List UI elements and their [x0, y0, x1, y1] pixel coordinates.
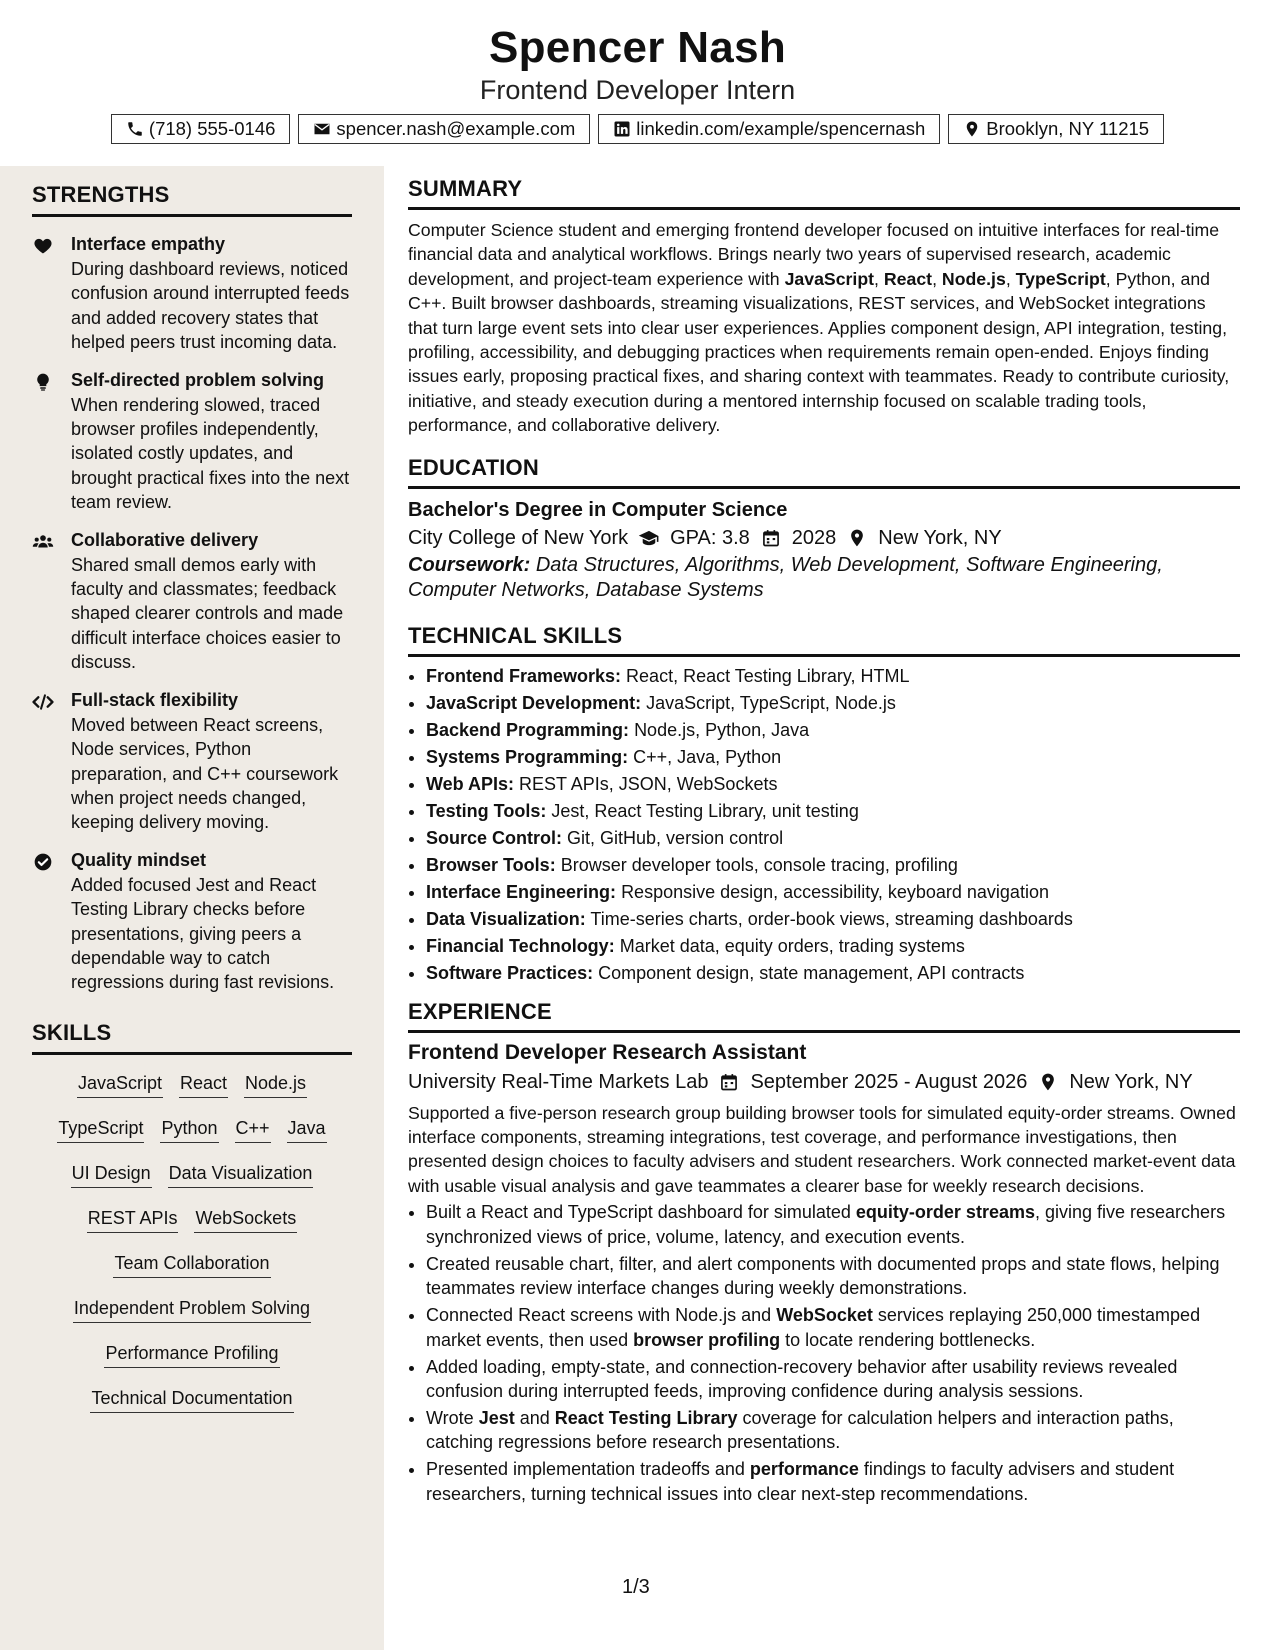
strength-body: When rendering slowed, traced browser profiles independently, isolated costly updates, and brought practical fixes into the next team review.: [71, 394, 350, 513]
strength-body: Added focused Jest and React Testing Library checks before presentations, giving peers a dependable way to catch regressions during fast revisions.: [71, 874, 335, 993]
location-contact: [948, 114, 1164, 144]
summary-text: Computer Science student and emerging frontend developer focused on intuitive interfaces for real-time financial data and analytical workflows. Brings nearly two years of supervised research, academic development, and project-team experience with JavaScript, React, Node.js, TypeScript, Python, and C++. Built browser dashboards, streaming visualizations, REST services, and WebSocket integrations that turn large event sets into clear user experiences. Applies component design, API integration, testing, profiling, accessibility, and debugging practices when requirements remain open-ended. Enjoys finding issues early, proposing practical fixes, and sharing context with teammates. Ready to contribute curiosity, initiative, and steady execution during a mentored internship focused on scalable trading tools, performance, and collaborative delivery.: [408, 220, 1230, 436]
skill-row: [32, 1204, 352, 1249]
job-meta: [408, 1067, 1240, 1097]
list-item: [426, 825, 1240, 852]
experience-heading: EXPERIENCE: [408, 999, 1240, 1033]
skill-value: React, React Testing Library, HTML: [626, 665, 910, 686]
list-item: [426, 1457, 1240, 1506]
bullet-text: Created reusable chart, filter, and alert components with documented props and state flows, helping teammates review interface changes during weekly demonstrations.: [426, 1253, 1220, 1299]
skill-tag: Performance Profiling: [104, 1339, 279, 1368]
strength-body: Shared small demos early with faculty and classmates; feedback shaped clearer controls and made difficult interface choices easier to discuss.: [71, 554, 344, 673]
summary-bold: Node.js: [941, 268, 1006, 289]
contact-bar: [0, 114, 1275, 144]
bullet-text: , giving five researchers synchronized views of price, volume, latency, and execution events.: [426, 1202, 1226, 1247]
coursework-label: Coursework:: [408, 553, 531, 576]
skill-tag: Java: [287, 1114, 327, 1143]
calendar-icon: [718, 1072, 740, 1092]
strength-title: Quality mindset: [71, 849, 207, 870]
bullet-text: Presented implementation tradeoffs and: [426, 1459, 750, 1480]
bullet-bold: Jest: [478, 1407, 515, 1428]
linkedin-contact[interactable]: [598, 114, 940, 144]
bullet-bold: equity-order streams: [855, 1202, 1035, 1223]
summary-part: Computer Science student and emerging frontend developer focused on intuitive interfaces for real-time financial data and analytical workflows. Brings nearly two years of supervised research, academic development, and project-team experience with: [408, 220, 1220, 289]
strength-item: [32, 527, 352, 675]
skill-value: Git, GitHub, version control: [567, 827, 784, 848]
org-name: University Real-Time Markets Lab: [408, 1070, 709, 1093]
bullet-text: and: [514, 1407, 555, 1428]
calendar-icon: [760, 528, 782, 548]
skill-label: Financial Technology:: [426, 935, 615, 956]
skill-label: Web APIs:: [426, 773, 515, 794]
skill-value: REST APIs, JSON, WebSockets: [519, 773, 778, 794]
strengths-heading: STRENGTHS: [32, 182, 352, 217]
map-pin-icon: [1037, 1072, 1059, 1092]
bullet-text: Connected React screens with Node.js and: [426, 1305, 777, 1326]
skill-value: Browser developer tools, console tracing, profiling: [560, 854, 958, 875]
strength-title: Self-directed problem solving: [71, 369, 325, 390]
skills-heading: SKILLS: [32, 1020, 352, 1055]
skill-tag-list: [32, 1069, 352, 1429]
list-item: [426, 852, 1240, 879]
check-circle-icon: [32, 852, 54, 872]
main-column: [408, 176, 1240, 1509]
bullet-bold: React Testing Library: [554, 1407, 738, 1428]
users-icon: [32, 532, 54, 552]
strength-item: [32, 367, 352, 515]
skill-tag: WebSockets: [194, 1204, 297, 1233]
skill-tag: Team Collaboration: [113, 1249, 270, 1278]
resume-header: [0, 0, 1275, 144]
skill-tag: Technical Documentation: [90, 1384, 293, 1413]
skill-tag: C++: [235, 1114, 271, 1143]
email-text: spencer.nash@example.com: [336, 118, 576, 139]
bullet-text: Wrote: [426, 1407, 479, 1428]
skill-value: Jest, React Testing Library, unit testing: [551, 800, 859, 821]
skill-row: [32, 1339, 352, 1384]
gpa-text: GPA: 3.8: [670, 526, 750, 549]
strength-body: Moved between React screens, Node services, Python preparation, and C++ coursework when project needs changed, keeping delivery moving.: [71, 714, 339, 833]
bullet-text: coverage for calculation helpers and interaction paths, catching regressions before research presentations.: [426, 1407, 1174, 1453]
summary-part: , Python, and C++. Built browser dashboards, streaming visualizations, REST services, and WebSocket integrations that turn large event sets into clear user experiences. Applies component design, API integration, testing, profiling, accessibility, and debugging practices when requirements remain open-ended. Enjoys finding issues early, proposing practical fixes, and sharing context with teammates. Ready to contribute curiosity, initiative, and steady execution during a mentored internship focused on scalable trading tools, performance, and collaborative delivery.: [408, 268, 1230, 436]
sidebar: [0, 166, 384, 1650]
candidate-title: Frontend Developer Intern: [479, 75, 796, 105]
skill-label: Testing Tools:: [426, 800, 547, 821]
strength-item: [32, 847, 352, 995]
skill-value: Market data, equity orders, trading systems: [619, 935, 965, 956]
job-location: New York, NY: [1069, 1070, 1193, 1093]
list-item: [426, 1355, 1240, 1404]
lightbulb-icon: [32, 372, 54, 392]
phone-contact[interactable]: [111, 114, 291, 144]
list-item: [426, 906, 1240, 933]
skill-row: [32, 1384, 352, 1429]
bullet-bold: performance: [749, 1459, 859, 1480]
job-title: Frontend Developer Research Assistant: [408, 1040, 807, 1064]
skill-label: Data Visualization:: [426, 908, 586, 929]
list-item: [426, 1252, 1240, 1301]
skill-label: Frontend Frameworks:: [426, 665, 622, 686]
list-item: [426, 933, 1240, 960]
email-contact[interactable]: [298, 114, 590, 144]
candidate-name: Spencer Nash: [488, 23, 787, 72]
education-heading: EDUCATION: [408, 455, 1240, 489]
list-item: [426, 690, 1240, 717]
envelope-icon: [313, 120, 331, 138]
graduation-cap-icon: [638, 528, 660, 548]
skill-value: Node.js, Python, Java: [634, 719, 810, 740]
education-meta: [408, 523, 1240, 553]
skill-label: Backend Programming:: [426, 719, 630, 740]
location-text: Brooklyn, NY 11215: [986, 118, 1150, 139]
summary-heading: SUMMARY: [408, 176, 1240, 210]
skill-label: Source Control:: [426, 827, 563, 848]
bullet-bold: WebSocket: [776, 1305, 873, 1326]
list-item: [426, 717, 1240, 744]
list-item: [426, 1406, 1240, 1455]
skill-row: [32, 1159, 352, 1204]
coursework: [408, 553, 1240, 603]
bullet-bold: browser profiling: [633, 1329, 781, 1350]
list-item: [426, 960, 1240, 987]
degree-title: Bachelor's Degree in Computer Science: [408, 498, 788, 521]
skill-tag: Python: [160, 1114, 218, 1143]
bullet-text: findings to faculty advisers and student researchers, turning technical issues into clear next-step recommendations.: [426, 1459, 1175, 1504]
skill-tag: Data Visualization: [168, 1159, 314, 1188]
page-number: 1/3: [622, 1576, 650, 1598]
skill-label: JavaScript Development:: [426, 692, 642, 713]
skill-row: [32, 1294, 352, 1339]
map-pin-icon: [963, 120, 981, 138]
list-item: [426, 744, 1240, 771]
list-item: [426, 879, 1240, 906]
skill-value: JavaScript, TypeScript, Node.js: [646, 692, 896, 713]
skill-label: Browser Tools:: [426, 854, 556, 875]
list-item: [426, 663, 1240, 690]
linkedin-icon: [613, 120, 631, 138]
school-name: City College of New York: [408, 526, 629, 549]
skill-tag: UI Design: [71, 1159, 152, 1188]
job-dates: September 2025 - August 2026: [750, 1070, 1028, 1093]
skill-value: Responsive design, accessibility, keyboard navigation: [621, 881, 1049, 902]
coursework-list: Data Structures, Algorithms, Web Development, Software Engineering, Computer Networks, Database Systems: [408, 553, 1163, 601]
job-description: Supported a five-person research group building browser tools for simulated equity-order streams. Owned interface components, streaming integrations, test coverage, and performance investigations, then presented design choices to faculty advisers and student researchers. Work connected market-event data with usable visual analysis and gave teammates a clearer base for weekly research decisions.: [408, 1102, 1236, 1196]
bullet-text: to locate rendering bottlenecks.: [780, 1329, 1036, 1350]
list-item: [426, 798, 1240, 825]
strength-title: Collaborative delivery: [71, 529, 259, 550]
linkedin-text: linkedin.com/example/spencernash: [636, 118, 926, 139]
skill-tag: Independent Problem Solving: [73, 1294, 311, 1323]
skill-row: [32, 1249, 352, 1294]
skill-tag: JavaScript: [77, 1069, 163, 1098]
summary-bold: JavaScript: [784, 268, 875, 289]
strength-body: During dashboard reviews, noticed confusion around interrupted feeds and added recovery states that helped peers trust incoming data.: [71, 259, 350, 353]
heart-icon: [32, 236, 54, 256]
sidebar-content: [32, 182, 352, 1429]
phone-text: (718) 555-0146: [148, 118, 276, 139]
skill-label: Software Practices:: [426, 962, 594, 983]
strength-item: [32, 231, 352, 355]
list-item: [426, 1200, 1240, 1249]
code-icon: [32, 692, 54, 712]
skill-value: Time-series charts, order-book views, streaming dashboards: [590, 908, 1073, 929]
skill-tag: REST APIs: [87, 1204, 179, 1233]
summary-bold: React: [883, 268, 933, 289]
grad-year: 2028: [791, 526, 837, 549]
school-location: New York, NY: [878, 526, 1002, 549]
list-item: [426, 771, 1240, 798]
technical-skills-heading: TECHNICAL SKILLS: [408, 623, 1240, 657]
phone-icon: [126, 120, 144, 138]
technical-skills-list: [408, 663, 1240, 987]
bullet-text: Added loading, empty-state, and connection-recovery behavior after usability reviews revealed confusion during interrupted feeds, improving confidence during analysis sessions.: [426, 1356, 1178, 1401]
strength-title: Interface empathy: [71, 234, 226, 254]
skill-value: Component design, state management, API contracts: [598, 962, 1025, 983]
skill-label: Interface Engineering:: [426, 881, 617, 902]
summary-bold: TypeScript: [1015, 268, 1106, 289]
bullet-text: services replaying 250,000 timestamped market events, then used: [426, 1305, 1201, 1350]
skill-tag: TypeScript: [57, 1114, 144, 1143]
strength-item: [32, 687, 352, 835]
list-item: [426, 1303, 1240, 1352]
skill-label: Systems Programming:: [426, 746, 629, 767]
bullet-text: Built a React and TypeScript dashboard for simulated: [426, 1202, 856, 1223]
strength-title: Full-stack flexibility: [71, 689, 239, 710]
skill-tag: React: [179, 1069, 228, 1098]
skill-row: [32, 1069, 352, 1114]
job-bullets: [408, 1200, 1240, 1506]
map-pin-icon: [846, 528, 868, 548]
skill-value: C++, Java, Python: [633, 746, 782, 767]
skill-tag: Node.js: [244, 1069, 307, 1098]
skill-row: [32, 1114, 352, 1159]
